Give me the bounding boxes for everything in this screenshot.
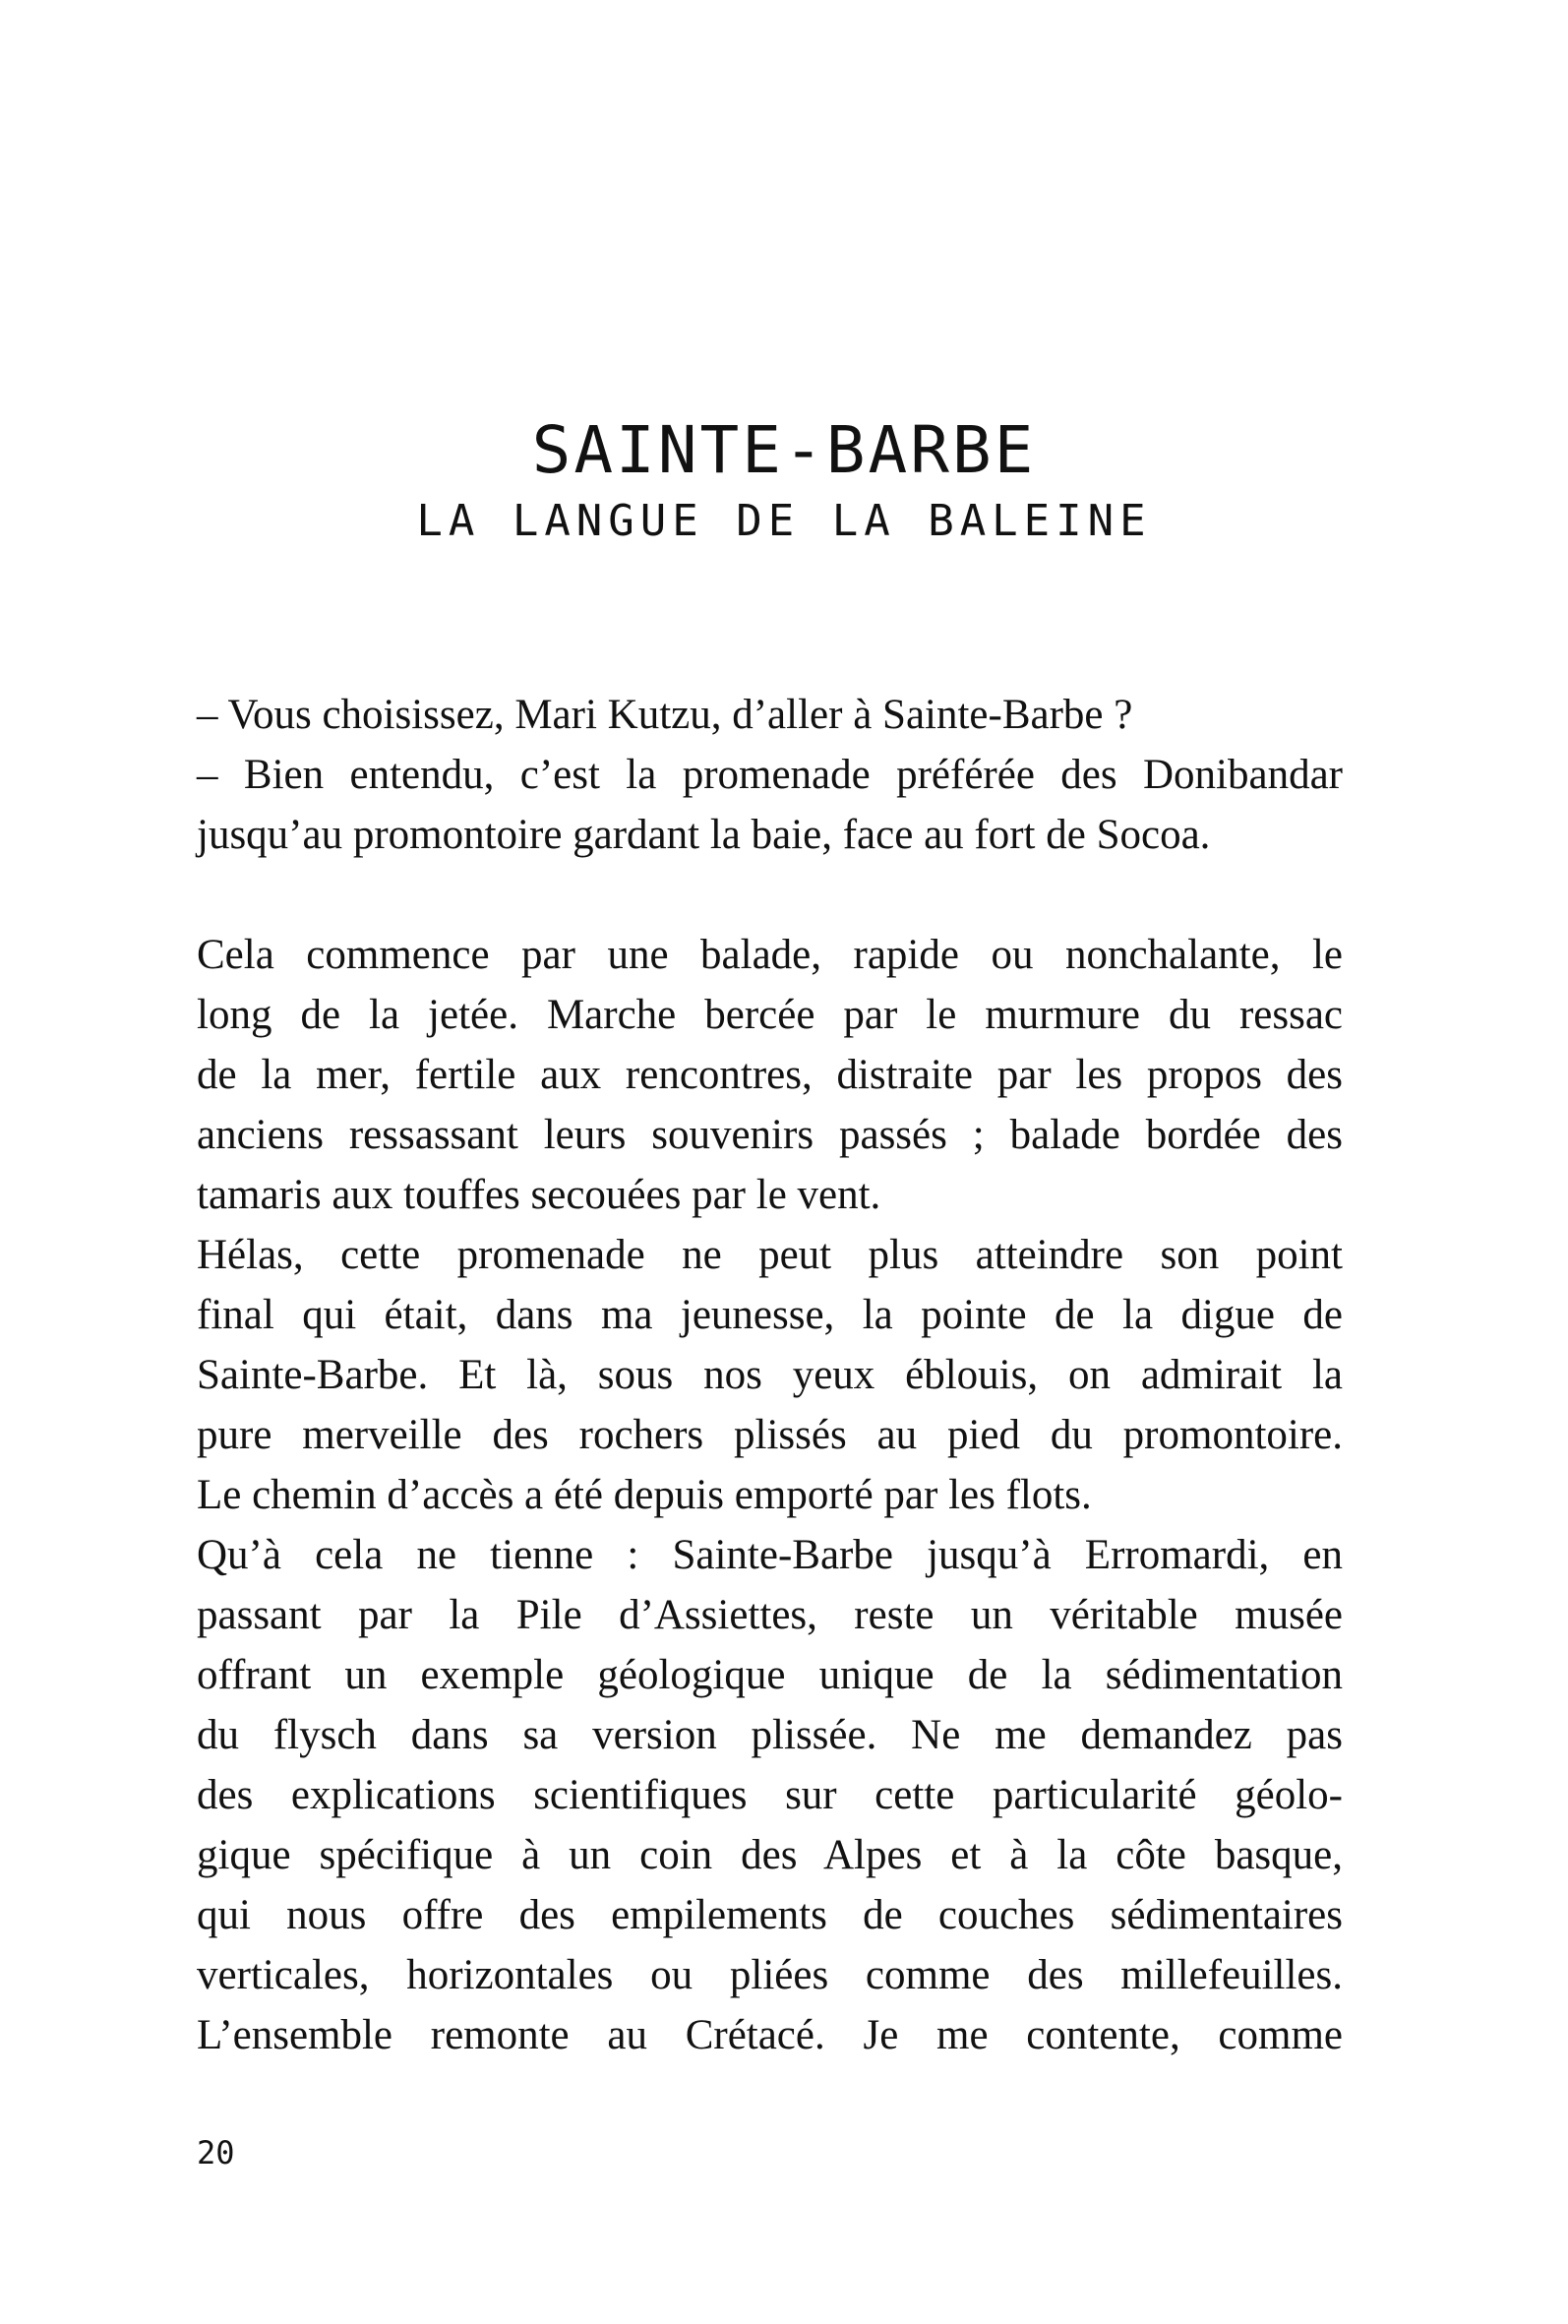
paragraph-dialogue [197,685,1343,865]
text-line: des explications scientifiques sur cette particularité géolo- [197,1772,1343,1818]
text-line: final qui était, dans ma jeunesse, la pointe de la digue de [197,1292,1343,1338]
text-line: Hélas, cette promenade ne peut plus atteindre son point [197,1232,1343,1278]
text-line: tamaris aux touffes secouées par le vent. [197,1172,881,1218]
text-line: – Bien entendu, c’est la promenade préférée des Donibandar [197,752,1343,798]
text-line: du flysch dans sa version plissée. Ne me demandez pas [197,1712,1343,1758]
body-text [197,685,1343,2065]
text-line: Cela commence par une balade, rapide ou nonchalante, le [197,932,1343,978]
text-line: qui nous offre des empilements de couches sédimentaires [197,1892,1343,1938]
chapter-title: SAINTE-BARBE [531,412,1037,488]
text-line: – Vous choisissez, Mari Kutzu, d’aller à Sainte-Barbe ? [197,692,1133,738]
text-line: Le chemin d’accès a été depuis emporté par les flots. [197,1472,1092,1518]
paragraph-gap [197,865,1343,925]
text-line: Sainte-Barbe. Et là, sous nos yeux éblouis, on admirait la [197,1352,1343,1398]
text-line: gique spécifique à un coin des Alpes et à la côte basque, [197,1832,1343,1878]
text-line: L’ensemble remonte au Crétacé. Je me contente, comme [197,2012,1343,2058]
text-line: de la mer, fertile aux rencontres, distraite par les propos des [197,1052,1343,1098]
text-line: passant par la Pile d’Assiettes, reste un véritable musée [197,1592,1343,1638]
text-line: offrant un exemple géologique unique de la sédimentation [197,1652,1343,1698]
page-number: 20 [197,2134,235,2171]
text-line: anciens ressassant leurs souvenirs passés ; balade bordée des [197,1112,1343,1158]
chapter-subtitle: LA LANGUE DE LA BALEINE [416,496,1152,546]
text-line: long de la jetée. Marche bercée par le murmure du ressac [197,992,1343,1038]
chapter-heading [0,411,1568,551]
paragraph-narrative [197,925,1343,2065]
text-line: pure merveille des rochers plissés au pied du promontoire. [197,1412,1343,1458]
text-line: jusqu’au promontoire gardant la baie, face au fort de Socoa. [197,812,1211,858]
text-line: verticales, horizontales ou pliées comme des millefeuilles. [197,1952,1343,1998]
text-line: Qu’à cela ne tienne : Sainte-Barbe jusqu’à Erromardi, en [197,1532,1343,1578]
